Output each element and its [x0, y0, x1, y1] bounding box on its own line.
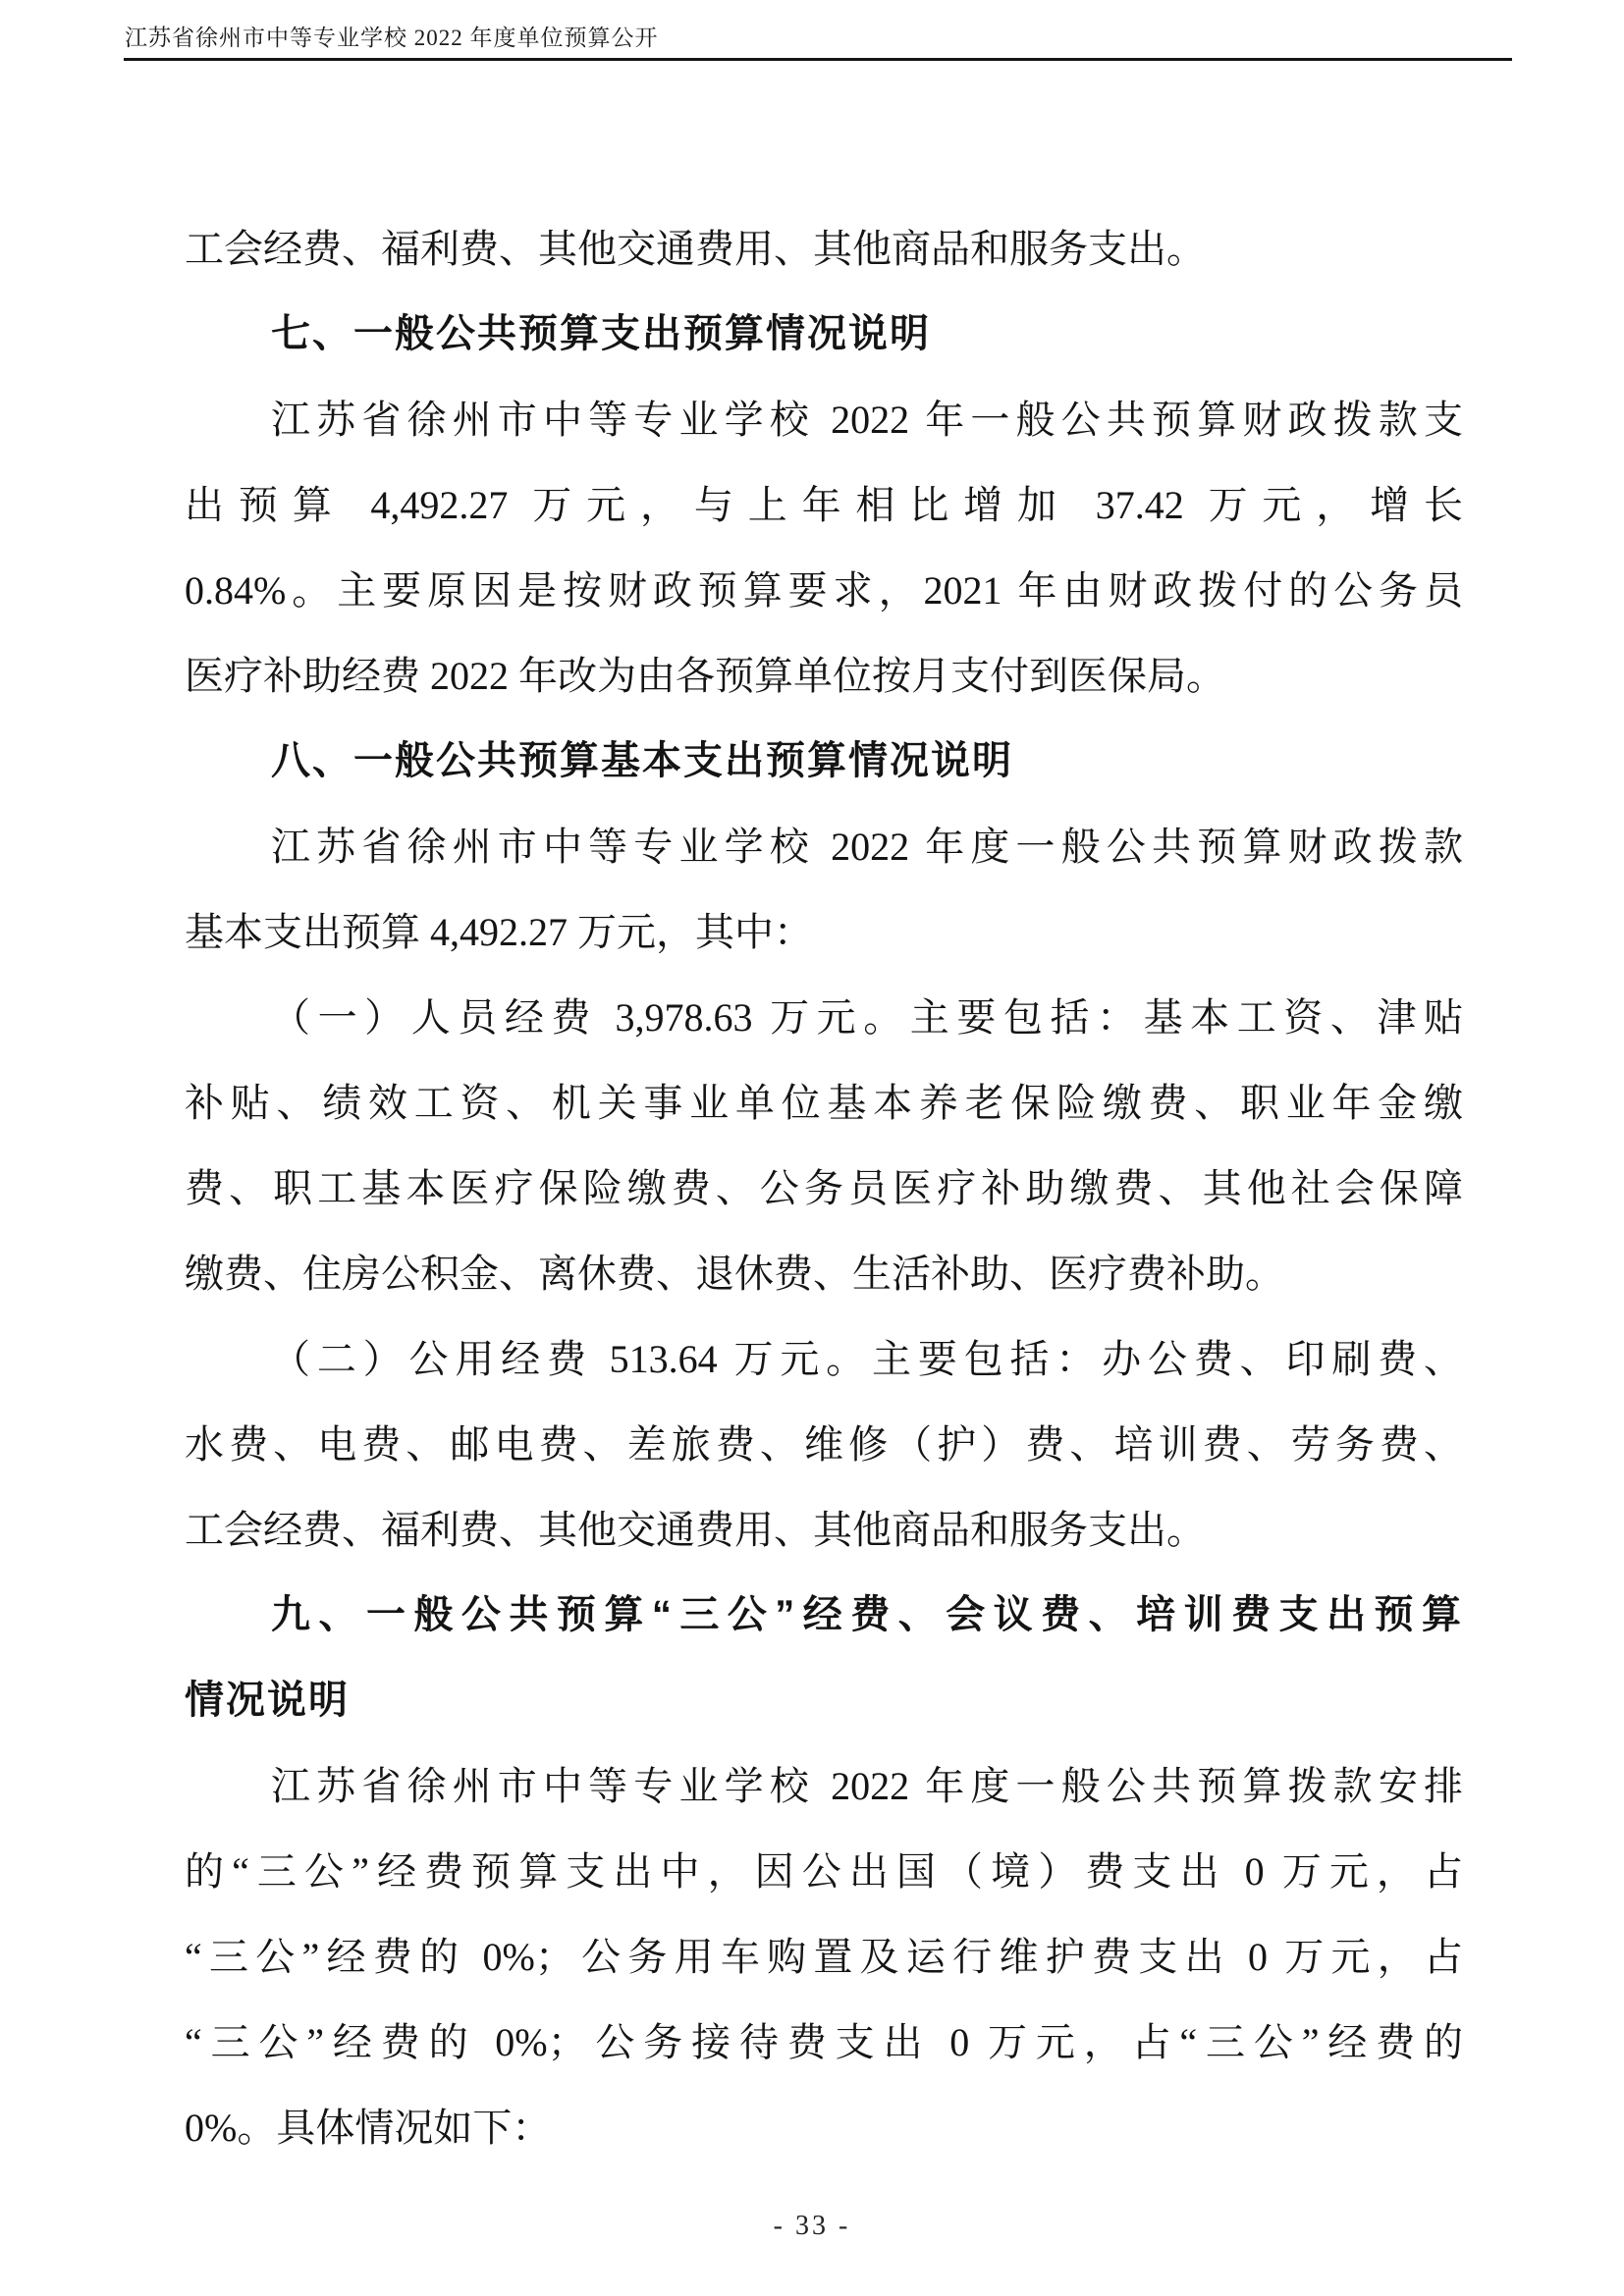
- text-line: 江苏省徐州市中等专业学校 2022 年度一般公共预算拨款安排: [271, 1764, 1463, 1808]
- section-heading-7: 七、一般公共预算支出预算情况说明: [271, 312, 931, 355]
- text-line: 补贴、绩效工资、机关事业单位基本养老保险缴费、职业年金缴: [185, 1081, 1463, 1125]
- section-heading-9-cont: 情况说明: [185, 1679, 350, 1722]
- section-heading-9: 九、一般公共预算“三公”经费、会议费、培训费支出预算: [271, 1593, 1463, 1636]
- text-line: 的“三公”经费预算支出中，因公出国（境）费支出 0 万元，占: [185, 1849, 1463, 1894]
- text-line: （二）公用经费 513.64 万元。主要包括：办公费、印刷费、: [271, 1337, 1463, 1381]
- text-line: 江苏省徐州市中等专业学校 2022 年度一般公共预算财政拨款: [271, 825, 1463, 869]
- text-line: （一）人员经费 3,978.63 万元。主要包括：基本工资、津贴: [271, 995, 1463, 1040]
- text-line: 工会经费、福利费、其他交通费用、其他商品和服务支出。: [185, 1508, 1206, 1552]
- text-line: “三公”经费的 0%；公务用车购置及运行维护费支出 0 万元，占: [185, 1935, 1463, 1979]
- text-line: 医疗补助经费 2022 年改为由各预算单位按月支付到医保局。: [185, 654, 1225, 698]
- text-line: 费、职工基本医疗保险缴费、公务员医疗补助缴费、其他社会保障: [185, 1166, 1463, 1210]
- document-body: [185, 206, 1463, 2170]
- page-number: - 33 -: [773, 2211, 851, 2241]
- text-line: 缴费、住房公积金、离休费、退休费、生活补助、医疗费补助。: [185, 1252, 1284, 1296]
- text-line: 出预算 4,492.27 万元，与上年相比增加 37.42 万元，增长: [185, 483, 1463, 527]
- section-heading-8: 八、一般公共预算基本支出预算情况说明: [271, 739, 1013, 782]
- text-line: 0.84%。主要原因是按财政预算要求，2021 年由财政拨付的公务员: [185, 568, 1463, 613]
- header-rule-divider: [124, 58, 1512, 61]
- text-line: 水费、电费、邮电费、差旅费、维修（护）费、培训费、劳务费、: [185, 1422, 1463, 1467]
- text-line: 江苏省徐州市中等专业学校 2022 年一般公共预算财政拨款支: [271, 398, 1463, 442]
- text-line: 工会经费、福利费、其他交通费用、其他商品和服务支出。: [185, 227, 1206, 271]
- text-line: 0%。具体情况如下：: [185, 2106, 552, 2150]
- text-line: “三公”经费的 0%；公务接待费支出 0 万元，占“三公”经费的: [185, 2020, 1463, 2064]
- text-line: 基本支出预算 4,492.27 万元，其中：: [185, 910, 813, 954]
- document-header-title: 江苏省徐州市中等专业学校 2022 年度单位预算公开: [125, 26, 659, 50]
